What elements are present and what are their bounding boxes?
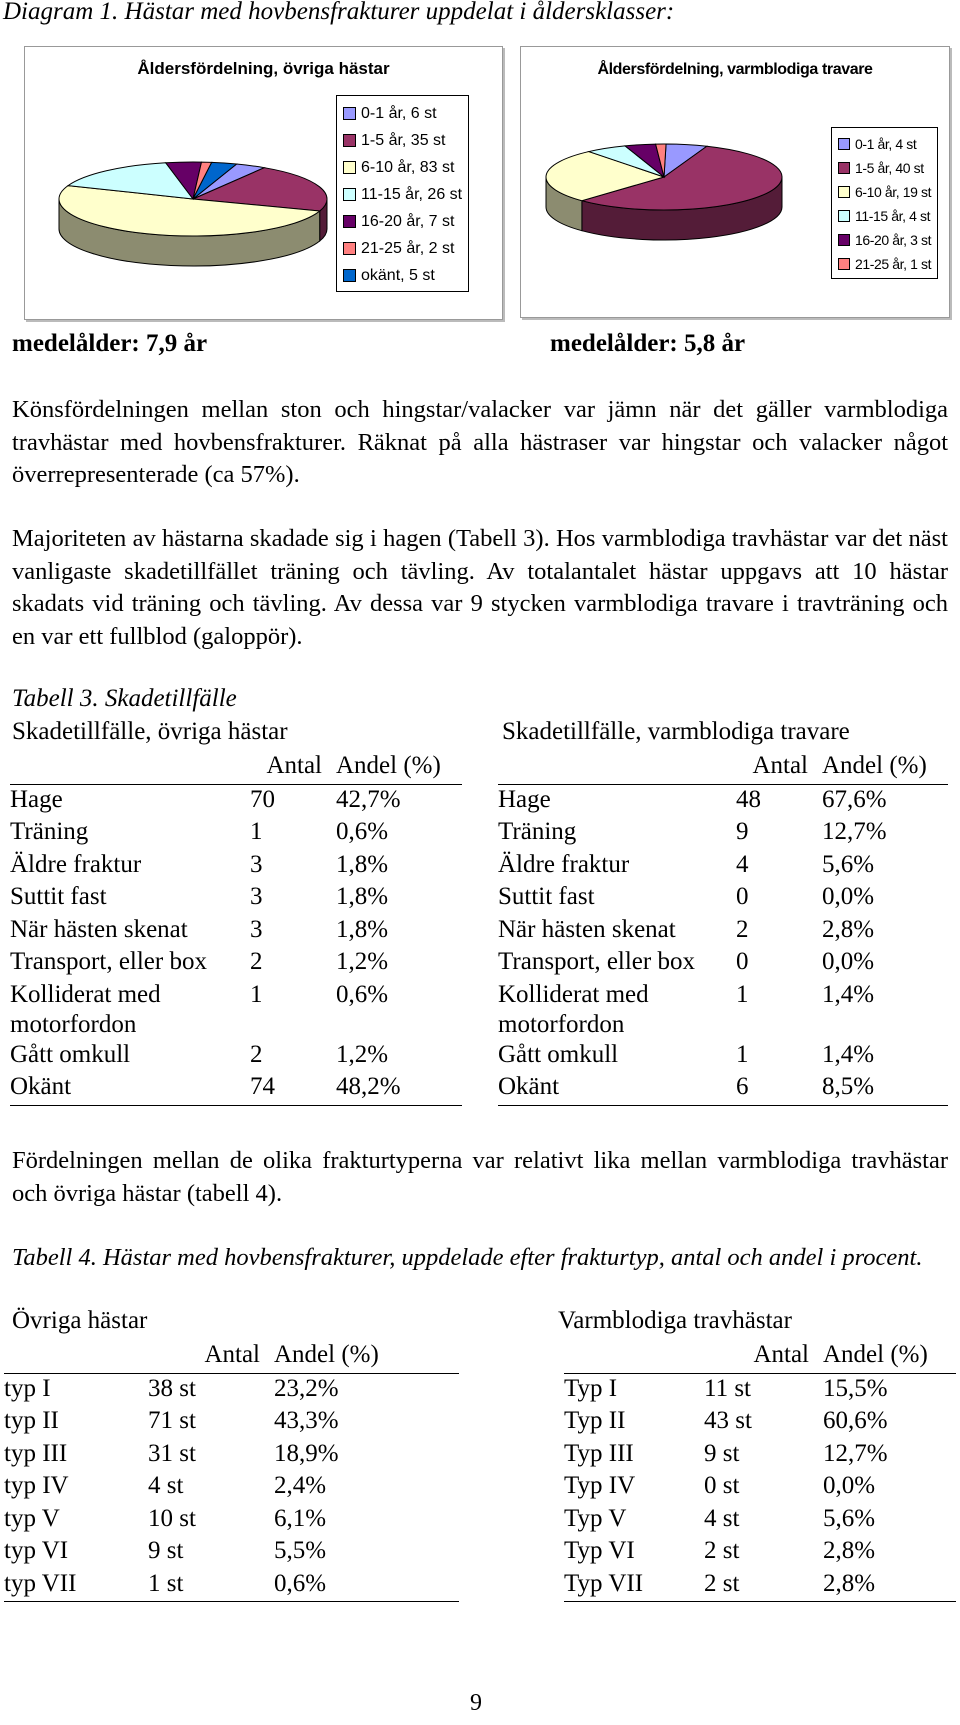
table4-right-cell: Typ II: [564, 1407, 626, 1434]
table4-left-row: [4, 1536, 459, 1569]
left-legend-label: 11-15 år, 26 st: [361, 185, 463, 203]
table3-right-row: [498, 817, 948, 850]
table3-right-cell: 1,4%: [822, 980, 875, 1008]
table4-right-cell: Typ VII: [564, 1569, 704, 1602]
left-legend-swatch: [343, 134, 356, 147]
table4-left-row: [4, 1471, 459, 1504]
pie-chart-left: [24, 46, 503, 320]
left-legend-item: [343, 100, 462, 127]
table4-right-cell: 9 st: [704, 1439, 740, 1467]
table4-right-cell: Typ I: [564, 1374, 618, 1402]
table4-caption: Tabell 4. Hästar med hovbensfrakturer, uppdelade efter frakturtyp, antal och andel i procent.: [12, 1244, 923, 1271]
left-legend-label: 0-1 år, 6 st: [361, 104, 437, 122]
chart-title-right: Åldersfördelning, varmblodiga travare: [597, 61, 873, 78]
table3-left-cell: 3: [250, 850, 263, 878]
table4-left-cell: 2,4%: [274, 1472, 327, 1499]
left-legend-label: 16-20 år, 7 st: [361, 212, 455, 230]
right-legend-swatch: [838, 186, 850, 198]
table4-right-cell: 0 st: [704, 1472, 740, 1499]
table3-left-cell: 42,7%: [336, 785, 401, 813]
table4-left-cell: 23,2%: [274, 1374, 339, 1402]
table4-left-cell: 0,6%: [270, 1569, 459, 1602]
left-legend-label: 1-5 år, 35 st: [361, 131, 446, 149]
table3-right-cell: Kolliderat med motorfordon: [498, 980, 649, 1038]
table3-right-cell: 1: [736, 1040, 749, 1068]
table3-left-title: Skadetillfälle, övriga hästar: [12, 718, 288, 745]
table3-left-cell: Äldre fraktur: [10, 850, 142, 878]
table4-right-cell: Typ IV: [564, 1472, 636, 1499]
table4-right-row: [564, 1569, 956, 1602]
left-legend-swatch: [343, 107, 356, 120]
table4-left-cell: typ III: [4, 1439, 68, 1467]
right-legend-swatch: [838, 138, 850, 150]
legend-right: [831, 127, 938, 279]
table3-left-cell: 1: [250, 980, 263, 1008]
left-legend-swatch: [343, 161, 356, 174]
table4-right-cell: 2 st: [704, 1537, 740, 1564]
table4-right-row: [564, 1536, 956, 1569]
table3-left-cell: 74: [250, 1072, 332, 1105]
table3-left-row: [10, 947, 462, 980]
table3-left-row: [10, 817, 462, 850]
table4-left-row: [4, 1373, 459, 1406]
table4-left-cell: typ VII: [4, 1569, 148, 1602]
table4-right-row: [564, 1504, 956, 1537]
table4-right-header-cell: Andel (%): [819, 1340, 956, 1373]
table4-left-cell: typ IV: [4, 1472, 69, 1499]
table3-right-cell: 12,7%: [822, 818, 887, 845]
table3-left-cell: Okänt: [10, 1072, 250, 1105]
paragraph-fracture: Fördelningen mellan de olika frakturtyperna var relativt lika mellan varmblodiga travhästar och övriga hästar (tabell 4).: [12, 1147, 948, 1207]
left-legend-swatch: [343, 215, 356, 228]
table4-left-cell: typ VI: [4, 1537, 69, 1564]
left-legend-label: 21-25 år, 2 st: [361, 239, 455, 257]
table4-left-cell: 31 st: [148, 1439, 196, 1467]
table3-right-row: [498, 1072, 948, 1105]
table3-right-row: [498, 850, 948, 883]
table4-left-cell: 71 st: [148, 1407, 196, 1434]
table3-right-cell: När hästen skenat: [498, 915, 676, 943]
table4-left-header-cell: Andel (%): [270, 1340, 459, 1373]
right-legend-label: 1-5 år, 40 st: [855, 160, 924, 176]
table3-left-cell: 1,8%: [336, 883, 389, 910]
table4-right-cell: 0,0%: [823, 1472, 876, 1499]
table4-right-row: [564, 1406, 956, 1439]
right-legend-label: 6-10 år, 19 st: [855, 184, 932, 200]
table4-left-row: [4, 1569, 459, 1602]
legend-left: [336, 95, 469, 292]
table3-left-cell: 70: [250, 785, 275, 813]
paragraph-gender: Könsfördelningen mellan ston och hingstar/valacker var jämn när det gäller varmblodiga travhästar med hovbensfrakturer. Räknat på alla hästraser var hingstar och valacker något överrepresenterade (ca 57%).: [12, 396, 948, 488]
table3-right-cell: 48: [736, 785, 761, 813]
table3-left-cell: Kolliderat med motorfordon: [10, 980, 161, 1038]
table3-right-cell: 8,5%: [818, 1072, 948, 1105]
table4-left-cell: 18,9%: [274, 1439, 339, 1467]
chart-title-left: Åldersfördelning, övriga hästar: [137, 59, 390, 78]
table3-left-cell: 48,2%: [332, 1072, 462, 1105]
left-legend-swatch: [343, 269, 356, 282]
table3-right-cell: Hage: [498, 785, 551, 813]
table3-right-cell: Okänt: [498, 1072, 736, 1105]
table3-right-cell: 0,0%: [822, 948, 875, 975]
right-legend-label: 16-20 år, 3 st: [855, 232, 932, 248]
right-legend-label: 11-15 år, 4 st: [855, 208, 931, 224]
table3-left-cell: När hästen skenat: [10, 915, 188, 943]
table3-left-header-cell: [10, 751, 250, 784]
table3-left-row: [10, 915, 462, 948]
table4-left: [4, 1340, 459, 1602]
table4-right-cell: 43 st: [704, 1407, 752, 1434]
left-legend-item: [343, 181, 462, 208]
table4-left-cell: 10 st: [148, 1504, 196, 1532]
table4-right-title: Varmblodiga travhästar: [558, 1307, 792, 1334]
table4-left-cell: typ V: [4, 1504, 60, 1532]
left-legend-item: [343, 127, 462, 154]
left-legend-label: 6-10 år, 83 st: [361, 158, 455, 176]
table4-left-title: Övriga hästar: [12, 1307, 148, 1334]
table3-right-row: [498, 784, 948, 817]
right-legend-item: [838, 156, 931, 180]
table3-right-cell: 1,4%: [822, 1040, 875, 1068]
table3-left-header-cell: Antal: [250, 751, 332, 784]
table4-right-cell: 2 st: [704, 1569, 819, 1602]
table4-right-cell: Typ III: [564, 1439, 634, 1467]
table3-right-title: Skadetillfälle, varmblodiga travare: [502, 718, 850, 745]
table4-left-cell: 4 st: [148, 1472, 184, 1499]
table3-left-row: [10, 1040, 462, 1073]
table3-left-cell: 1,2%: [336, 1040, 389, 1068]
table4-left-cell: 43,3%: [274, 1407, 339, 1434]
left-legend-swatch: [343, 242, 356, 255]
table3-right-header-cell: [498, 751, 736, 784]
table3-left-cell: 1: [250, 818, 263, 845]
right-legend-item: [838, 204, 931, 228]
table3-right-cell: Äldre fraktur: [498, 850, 630, 878]
table3-left-cell: Suttit fast: [10, 883, 107, 910]
table3-right-cell: Suttit fast: [498, 883, 595, 910]
table3-left-cell: 0,6%: [336, 818, 389, 845]
table3-right-cell: 0: [736, 948, 749, 975]
table3-left-cell: Träning: [10, 818, 89, 845]
left-legend-item: [343, 235, 462, 262]
table4-left-cell: typ I: [4, 1374, 51, 1402]
table3-left-cell: 3: [250, 883, 263, 910]
table3-right-cell: 0: [736, 883, 749, 910]
right-legend-item: [838, 252, 931, 276]
table3-right-row: [498, 915, 948, 948]
table4-right-cell: 60,6%: [823, 1407, 888, 1434]
table3-right-row: [498, 882, 948, 915]
left-legend-swatch: [343, 188, 356, 201]
table4-left-row: [4, 1504, 459, 1537]
table4-left-header-row: [4, 1340, 459, 1373]
table4-right-cell: 15,5%: [823, 1374, 888, 1402]
table3-right-cell: 9: [736, 818, 749, 845]
table3-right-cell: Transport, eller box: [498, 948, 695, 975]
table4-left-row: [4, 1439, 459, 1472]
table4-left-row: [4, 1406, 459, 1439]
page-number: 9: [470, 1690, 482, 1716]
table4-right-header-row: [564, 1340, 956, 1373]
diagram-caption: Diagram 1. Hästar med hovbensfrakturer uppdelat i åldersklasser:: [3, 0, 675, 25]
table4-left-cell: 1 st: [148, 1569, 270, 1602]
right-legend-item: [838, 228, 931, 252]
table4-right-row: [564, 1439, 956, 1472]
table4-right-row: [564, 1471, 956, 1504]
table3-left-row: [10, 882, 462, 915]
table4-right-cell: 5,6%: [823, 1504, 876, 1532]
table3-right-header-cell: Andel (%): [818, 751, 948, 784]
left-legend-item: [343, 208, 462, 235]
table4-right-header-cell: Antal: [704, 1340, 819, 1373]
table4-left-cell: typ II: [4, 1407, 59, 1434]
table4-right-cell: 2,8%: [823, 1537, 876, 1564]
paragraph-injury: Majoriteten av hästarna skadade sig i hagen (Tabell 3). Hos varmblodiga travhästar var det näst vanligaste skadetillfället träning och tävling. Av totalantalet hästar uppgavs att 10 hästar skadats vid träning och tävling. Av dessa var 9 stycken varmblodiga travare i travträning och en var ett fullblod (galoppör).: [12, 525, 948, 650]
right-legend-item: [838, 132, 931, 156]
table3-left-cell: 1,2%: [336, 948, 389, 975]
table4-right-row: [564, 1373, 956, 1406]
right-legend-item: [838, 180, 931, 204]
table4-right-cell: 2,8%: [819, 1569, 956, 1602]
table4-left-cell: 38 st: [148, 1374, 196, 1402]
table4-right-cell: 12,7%: [823, 1439, 888, 1467]
table4-right-header-cell: [564, 1340, 704, 1373]
table3-right-cell: 4: [736, 850, 749, 878]
table3-right: [498, 751, 948, 1106]
table3-right-cell: Träning: [498, 818, 577, 845]
table3-right-row: [498, 980, 948, 1040]
mean-age-right: medelålder: 5,8 år: [550, 330, 746, 357]
table4-right-cell: 11 st: [704, 1374, 751, 1402]
table3-left-cell: 2: [250, 948, 263, 975]
right-legend-swatch: [838, 162, 850, 174]
table3-left-row: [10, 784, 462, 817]
left-legend-label: okänt, 5 st: [361, 266, 435, 284]
table3-right-cell: 2: [736, 915, 749, 943]
table3-right-cell: 6: [736, 1072, 818, 1105]
right-legend-swatch: [838, 258, 850, 270]
table3-left-cell: Hage: [10, 785, 63, 813]
table3-left-cell: Transport, eller box: [10, 948, 207, 975]
table3-left-cell: 1,8%: [336, 850, 389, 878]
left-legend-item: [343, 262, 462, 289]
right-legend-label: 21-25 år, 1 st: [855, 256, 932, 272]
table3-left-row: [10, 980, 462, 1040]
table4-right-cell: 4 st: [704, 1504, 740, 1532]
table4-right: [564, 1340, 956, 1602]
table3-right-header-cell: Antal: [736, 751, 818, 784]
table4-right-cell: Typ V: [564, 1504, 627, 1532]
right-legend-swatch: [838, 210, 850, 222]
table3-left-cell: 1,8%: [336, 915, 389, 943]
table4-left-cell: 6,1%: [274, 1504, 327, 1532]
table3-left-row: [10, 1072, 462, 1105]
table3-left: [10, 751, 462, 1106]
table3-right-cell: 0,0%: [822, 883, 875, 910]
table3-left-cell: 0,6%: [336, 980, 389, 1008]
mean-age-left: medelålder: 7,9 år: [12, 330, 208, 357]
table4-right-cell: Typ VI: [564, 1537, 635, 1564]
table3-left-header-cell: Andel (%): [332, 751, 462, 784]
pie-chart-right: [520, 46, 950, 318]
table4-left-header-cell: [4, 1340, 148, 1373]
right-legend-label: 0-1 år, 4 st: [855, 136, 917, 152]
table3-right-cell: 2,8%: [822, 915, 875, 943]
table3-left-cell: 2: [250, 1040, 263, 1068]
table3-right-cell: 67,6%: [822, 785, 887, 813]
table4-left-header-cell: Antal: [148, 1340, 270, 1373]
table3-left-cell: 3: [250, 915, 263, 943]
table3-caption: Tabell 3. Skadetillfälle: [12, 685, 237, 712]
table3-right-row: [498, 1040, 948, 1073]
right-legend-swatch: [838, 234, 850, 246]
table3-right-cell: 1: [736, 980, 749, 1008]
table3-left-header-row: [10, 751, 462, 784]
table4-left-cell: 9 st: [148, 1537, 184, 1564]
table4-left-cell: 5,5%: [274, 1537, 327, 1564]
table3-right-cell: Gått omkull: [498, 1040, 619, 1068]
table3-right-cell: 5,6%: [822, 850, 875, 878]
table3-left-cell: Gått omkull: [10, 1040, 131, 1068]
table3-right-header-row: [498, 751, 948, 784]
table3-right-row: [498, 947, 948, 980]
table3-left-row: [10, 850, 462, 883]
left-legend-item: [343, 154, 462, 181]
